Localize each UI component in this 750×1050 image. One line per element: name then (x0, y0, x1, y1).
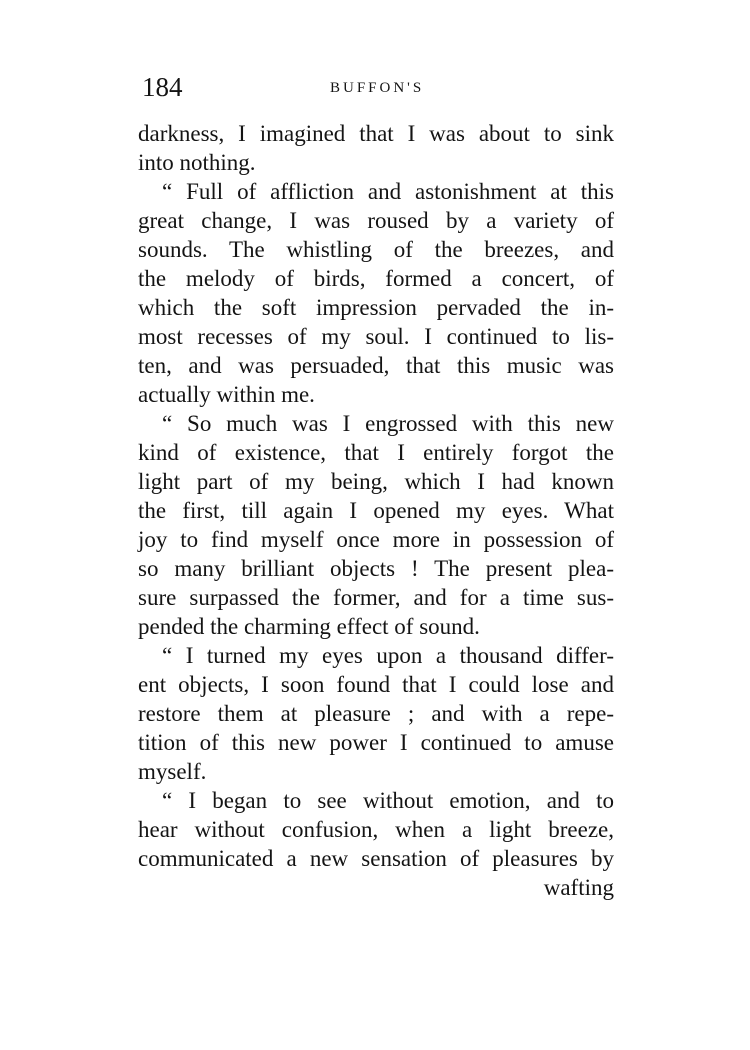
text-line: actually within me. (138, 382, 315, 407)
text-line: joy to find myself once more in possession of (138, 527, 614, 552)
paragraph-3 (138, 409, 614, 641)
text-line: hear without confusion, when a light breeze, (138, 817, 614, 842)
text-line: the melody of birds, formed a concert, of (138, 266, 614, 291)
paragraph-1 (138, 119, 614, 177)
running-head: BUFFON'S (330, 80, 425, 96)
text-line: “ I began to see without emotion, and to (162, 788, 614, 813)
text-line: the first, till again I opened my eyes. What (138, 498, 614, 523)
text-line: pended the charming effect of sound. (138, 614, 480, 639)
text-line: kind of existence, that I entirely forgot the (138, 440, 614, 465)
page-header (142, 72, 618, 112)
text-line: “ So much was I engrossed with this new (162, 411, 614, 436)
body-text (138, 119, 614, 902)
text-line: “ I turned my eyes upon a thousand differ- (162, 643, 614, 668)
catchword: wafting (543, 875, 614, 900)
paragraph-2 (138, 177, 614, 409)
text-line: communicated a new sensation of pleasures by (138, 846, 614, 871)
text-line: so many brilliant objects ! The present plea- (138, 556, 614, 581)
text-line: myself. (138, 759, 207, 784)
paragraph-4 (138, 641, 614, 786)
page-number: 184 (142, 72, 183, 102)
text-line: darkness, I imagined that I was about to sink (138, 121, 614, 146)
text-line: which the soft impression pervaded the in- (138, 295, 614, 320)
text-line: great change, I was roused by a variety of (138, 208, 614, 233)
text-line: light part of my being, which I had known (138, 469, 614, 494)
paragraph-5 (138, 786, 614, 873)
text-line: tition of this new power I continued to amuse (138, 730, 614, 755)
text-line: ent objects, I soon found that I could lose and (138, 672, 614, 697)
text-line: sure surpassed the former, and for a time sus- (138, 585, 614, 610)
text-line: sounds. The whistling of the breezes, and (138, 237, 614, 262)
text-line: ten, and was persuaded, that this music was (138, 353, 614, 378)
text-line: restore them at pleasure ; and with a repe- (138, 701, 614, 726)
text-line: most recesses of my soul. I continued to lis- (138, 324, 614, 349)
text-line: into nothing. (138, 150, 256, 175)
text-line: “ Full of affliction and astonishment at this (162, 179, 614, 204)
